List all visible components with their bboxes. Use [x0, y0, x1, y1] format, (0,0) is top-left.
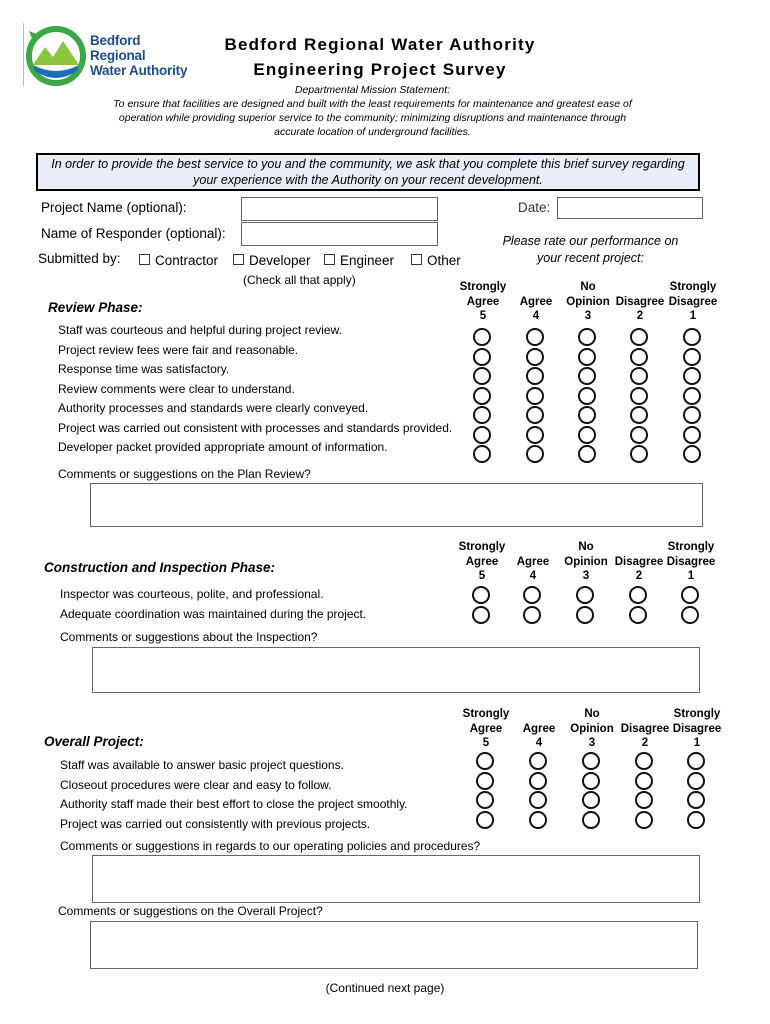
rating-radio[interactable]	[473, 387, 491, 405]
comment-label-overall: Comments or suggestions on the Overall Project?	[58, 904, 323, 918]
comment-box-policies[interactable]	[92, 855, 700, 903]
rating-radio[interactable]	[635, 772, 653, 790]
rating-radio[interactable]	[630, 445, 648, 463]
question-text: Project review fees were fair and reasonable.	[58, 342, 299, 357]
rating-radio[interactable]	[476, 811, 494, 829]
rating-radio[interactable]	[630, 328, 648, 346]
rating-radio[interactable]	[529, 791, 547, 809]
section-title-review: Review Phase:	[48, 300, 143, 315]
checkbox-label: Other	[427, 253, 461, 268]
question-text: Project was carried out consistent with processes and standards provided.	[58, 420, 453, 435]
responder-input[interactable]	[241, 222, 438, 246]
page-title: Bedford Regional Water Authority	[224, 35, 536, 54]
scale-header-line: Agree	[466, 295, 500, 308]
rating-radio[interactable]	[687, 752, 705, 770]
scale-header-line: 5	[478, 570, 486, 582]
rating-radio[interactable]	[529, 752, 547, 770]
rate-note-line: your recent project:	[537, 251, 644, 265]
checkbox-engineer[interactable]	[324, 253, 394, 268]
checkbox-label: Contractor	[155, 253, 219, 268]
scale-header-line: Agree	[522, 722, 556, 735]
checkbox-label: Engineer	[340, 253, 395, 268]
rating-radio[interactable]	[635, 791, 653, 809]
scale-header-line: Disagree	[672, 722, 722, 735]
scale-header-line: Strongly	[462, 708, 510, 720]
scale-header	[656, 540, 726, 584]
rating-radio[interactable]	[576, 586, 594, 604]
question-text: Review comments were clear to understand.	[58, 381, 295, 396]
rating-radio[interactable]	[681, 606, 699, 624]
scale-header-line: Strongly	[458, 541, 506, 553]
rating-radio[interactable]	[630, 406, 648, 424]
question-text: Authority staff made their best effort to close the project smoothly.	[60, 797, 408, 811]
scale-header-line: Opinion	[570, 722, 614, 735]
rating-radio[interactable]	[476, 772, 494, 790]
mission-heading: Departmental Mission Statement:	[294, 84, 451, 96]
mission-line: operation while providing superior service to the community; minimizing disruptions and maintenance through	[118, 112, 627, 124]
scale-header-line: 1	[689, 310, 697, 322]
rating-radio[interactable]	[578, 348, 596, 366]
date-label: Date:	[518, 200, 551, 215]
scale-header-line: Disagree	[620, 722, 670, 735]
rating-radio[interactable]	[526, 348, 544, 366]
rate-note	[488, 233, 693, 267]
rating-radio[interactable]	[630, 348, 648, 366]
rating-radio[interactable]	[523, 606, 541, 624]
rating-radio[interactable]	[681, 586, 699, 604]
rating-radio[interactable]	[687, 791, 705, 809]
scale-header-line: No	[580, 281, 596, 293]
scale-header-line: 2	[635, 570, 643, 582]
rating-radio[interactable]	[526, 367, 544, 385]
rating-radio[interactable]	[529, 811, 547, 829]
scale-header-line: Disagree	[666, 555, 716, 568]
checkbox-icon[interactable]	[233, 254, 244, 265]
scale-header-line: Agree	[516, 555, 550, 568]
rating-radio[interactable]	[476, 752, 494, 770]
rating-radio[interactable]	[687, 811, 705, 829]
scale-header-line: No	[584, 708, 600, 720]
rating-radio[interactable]	[473, 426, 491, 444]
comment-box-construction[interactable]	[92, 647, 700, 693]
checkbox-icon[interactable]	[324, 254, 335, 265]
rating-radio[interactable]	[578, 406, 596, 424]
rating-radio[interactable]	[582, 791, 600, 809]
scale-header-line: Strongly	[669, 281, 717, 293]
question-text: Response time was satisfactory.	[58, 362, 230, 376]
scale-header-line: Agree	[469, 722, 503, 735]
logo-line: Bedford	[90, 33, 141, 48]
rating-radio[interactable]	[582, 752, 600, 770]
scale-header-line: 4	[535, 737, 543, 749]
scale-header-line: 5	[479, 310, 487, 322]
comment-box-review[interactable]	[90, 483, 703, 527]
rating-radio[interactable]	[576, 606, 594, 624]
rating-radio[interactable]	[683, 387, 701, 405]
question-text: Authority processes and standards were clearly conveyed.	[58, 401, 369, 415]
rating-radio[interactable]	[683, 328, 701, 346]
comment-label-policies: Comments or suggestions in regards to our operating policies and procedures?	[60, 839, 481, 853]
scale-header-line: Strongly	[459, 281, 507, 293]
page-subtitle: Engineering Project Survey	[253, 60, 507, 79]
logo-line: Regional	[90, 48, 146, 63]
scale-header-line: 3	[584, 310, 592, 322]
question-text: Inspector was courteous, polite, and professional.	[60, 587, 324, 601]
rating-radio[interactable]	[526, 328, 544, 346]
checkbox-icon[interactable]	[411, 254, 422, 265]
mission-statement	[60, 83, 685, 139]
rating-radio[interactable]	[578, 387, 596, 405]
rating-radio[interactable]	[687, 772, 705, 790]
water-drop-logo-icon	[25, 25, 87, 87]
scale-header	[662, 707, 732, 751]
scale-header-line: 1	[693, 737, 701, 749]
rating-radio[interactable]	[473, 445, 491, 463]
project-name-input[interactable]	[241, 197, 438, 221]
scale-header-line: 3	[582, 570, 590, 582]
rating-radio[interactable]	[582, 811, 600, 829]
scale-header-line: Strongly	[667, 541, 715, 553]
check-note: (Check all that apply)	[243, 273, 356, 287]
scale-header-line: 4	[529, 570, 537, 582]
date-input[interactable]	[557, 197, 703, 219]
scale-header-line: Opinion	[566, 295, 610, 308]
rating-radio[interactable]	[629, 586, 647, 604]
scale-header-line: Strongly	[673, 708, 721, 720]
question-text: Staff was available to answer basic project questions.	[60, 758, 344, 772]
question-text: Developer packet provided appropriate amount of information.	[58, 440, 388, 454]
scale-header-line: Agree	[519, 295, 553, 308]
rating-radio[interactable]	[582, 772, 600, 790]
scale-header-line: 3	[588, 737, 596, 749]
section-title-construction: Construction and Inspection Phase:	[44, 560, 276, 575]
question-text: Project was carried out consistently with previous projects.	[60, 816, 371, 831]
rating-radio[interactable]	[629, 606, 647, 624]
scale-header-line: No	[578, 541, 594, 553]
rating-radio[interactable]	[683, 406, 701, 424]
rating-radio[interactable]	[473, 406, 491, 424]
footer-note: (Continued next page)	[325, 981, 445, 995]
logo-line: Water Authority	[90, 63, 188, 78]
rating-radio[interactable]	[473, 328, 491, 346]
project-name-label: Project Name (optional):	[41, 200, 187, 215]
responder-label: Name of Responder (optional):	[41, 226, 226, 241]
scale-header-line: 5	[482, 737, 490, 749]
rating-radio[interactable]	[578, 445, 596, 463]
rating-radio[interactable]	[683, 426, 701, 444]
rating-radio[interactable]	[529, 772, 547, 790]
intro-box	[36, 153, 700, 191]
submitted-by-label: Submitted by:	[38, 251, 121, 266]
rating-radio[interactable]	[630, 367, 648, 385]
question-text: Closeout procedures were clear and easy to follow.	[60, 777, 332, 792]
intro-line: In order to provide the best service to you and the community, we ask that you complete this brief survey regarding	[51, 157, 685, 171]
rating-radio[interactable]	[630, 426, 648, 444]
scale-header-line: 2	[641, 737, 649, 749]
rating-radio[interactable]	[472, 606, 490, 624]
checkbox-contractor[interactable]	[139, 253, 218, 268]
rating-radio[interactable]	[578, 367, 596, 385]
scale-header-line: Disagree	[615, 295, 665, 308]
question-text: Adequate coordination was maintained during the project.	[60, 606, 367, 621]
rating-radio[interactable]	[472, 586, 490, 604]
scale-header-line: 2	[636, 310, 644, 322]
rating-radio[interactable]	[630, 387, 648, 405]
checkbox-icon[interactable]	[139, 254, 150, 265]
rating-radio[interactable]	[526, 387, 544, 405]
scale-header-line: Disagree	[614, 555, 664, 568]
rating-radio[interactable]	[526, 406, 544, 424]
scale-header-line: Opinion	[564, 555, 608, 568]
intro-line: your experience with the Authority on your recent development.	[193, 173, 543, 187]
comment-label-review: Comments or suggestions on the Plan Review?	[58, 467, 311, 481]
rating-radio[interactable]	[526, 445, 544, 463]
scale-header-line: 4	[532, 310, 540, 322]
checkbox-developer[interactable]	[233, 253, 311, 268]
rating-radio[interactable]	[523, 586, 541, 604]
rating-radio[interactable]	[683, 348, 701, 366]
rating-radio[interactable]	[578, 328, 596, 346]
comment-label-construction: Comments or suggestions about the Inspection?	[60, 630, 318, 644]
scale-header	[658, 280, 728, 324]
checkbox-other[interactable]	[411, 253, 461, 268]
rating-radio[interactable]	[578, 426, 596, 444]
mission-line: accurate location of underground facilities.	[274, 126, 471, 138]
rating-radio[interactable]	[635, 811, 653, 829]
rating-radio[interactable]	[683, 445, 701, 463]
question-text: Staff was courteous and helpful during project review.	[58, 323, 342, 337]
rating-radio[interactable]	[473, 367, 491, 385]
rating-radio[interactable]	[473, 348, 491, 366]
rating-radio[interactable]	[526, 426, 544, 444]
scale-header-line: Agree	[465, 555, 499, 568]
section-title-overall: Overall Project:	[44, 734, 144, 749]
scale-header-line: Disagree	[668, 295, 718, 308]
rating-radio[interactable]	[635, 752, 653, 770]
mission-line: To ensure that facilities are designed and built with the least requirements for maintenance and greatest ease of	[113, 98, 632, 110]
rating-radio[interactable]	[683, 367, 701, 385]
comment-box-overall[interactable]	[90, 921, 698, 969]
scale-header-line: 1	[687, 570, 695, 582]
checkbox-label: Developer	[249, 253, 311, 268]
rating-radio[interactable]	[476, 791, 494, 809]
rate-note-line: Please rate our performance on	[502, 234, 679, 248]
